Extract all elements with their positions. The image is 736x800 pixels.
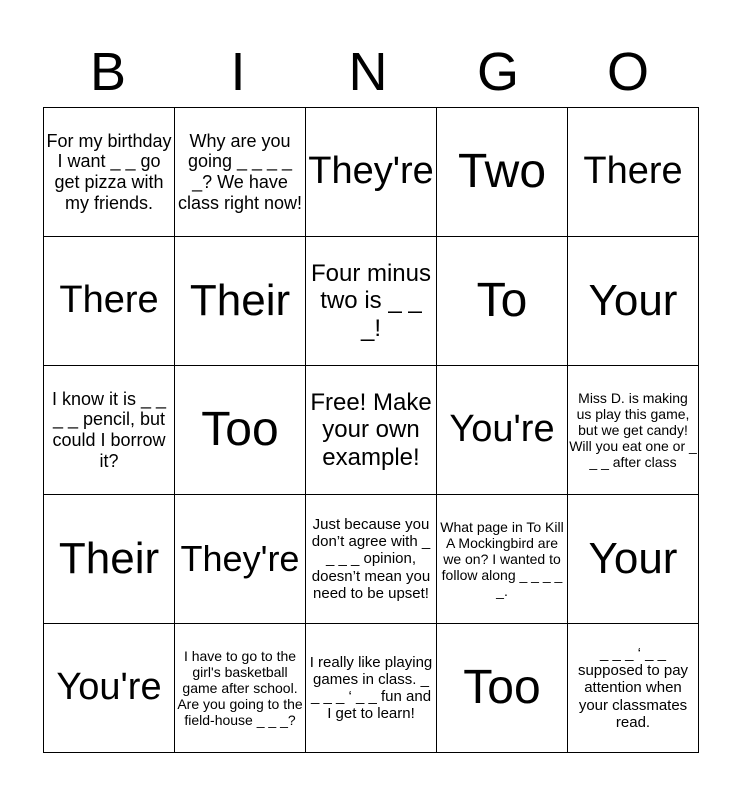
bingo-cell[interactable]: To (437, 237, 568, 366)
header-letter-n: N (348, 42, 388, 102)
grid-row (44, 237, 699, 366)
bingo-cell[interactable]: Two (437, 108, 568, 237)
bingo-cell[interactable]: Their (44, 495, 175, 624)
bingo-cell[interactable]: Your (568, 237, 699, 366)
header-letter-g: G (476, 42, 519, 102)
bingo-cell[interactable]: You're (44, 624, 175, 753)
bingo-grid (43, 107, 699, 753)
bingo-cell[interactable]: You're (437, 366, 568, 495)
bingo-header (43, 40, 693, 104)
bingo-cell[interactable]: Your (568, 495, 699, 624)
bingo-cell[interactable]: I really like playing games in class. _ _ _ _ ‘ _ _ fun and I get to learn! (306, 624, 437, 753)
grid-row (44, 624, 699, 753)
bingo-cell[interactable]: They're (306, 108, 437, 237)
bingo-cell[interactable]: There (44, 237, 175, 366)
grid-row (44, 366, 699, 495)
bingo-cell[interactable]: Miss D. is making us play this game, but we get candy! Will you eat one or _ _ _ after class (568, 366, 699, 495)
header-letter-i: I (230, 42, 246, 102)
bingo-cell[interactable]: Free! Make your own example! (306, 366, 437, 495)
bingo-cell[interactable]: Why are you going _ _ _ _ _? We have class right now! (175, 108, 306, 237)
header-letter-b: B (89, 42, 127, 102)
grid-row (44, 108, 699, 237)
bingo-cell[interactable]: For my birthday I want _ _ go get pizza with my friends. (44, 108, 175, 237)
header-letter-o: O (606, 42, 649, 102)
bingo-cell[interactable]: What page in To Kill A Mockingbird are we on? I wanted to follow along _ _ _ _ _. (437, 495, 568, 624)
bingo-cell[interactable]: There (568, 108, 699, 237)
bingo-cell[interactable]: I have to go to the girl's basketball game after school. Are you going to the field-house _ _ _? (175, 624, 306, 753)
bingo-cell[interactable]: Too (175, 366, 306, 495)
bingo-cell[interactable]: Too (437, 624, 568, 753)
bingo-cell[interactable]: They're (175, 495, 306, 624)
bingo-cell[interactable]: Four minus two is _ _ _! (306, 237, 437, 366)
bingo-cell[interactable]: Their (175, 237, 306, 366)
grid-row (44, 495, 699, 624)
bingo-cell[interactable]: Just because you don’t agree with _ _ _ _ opinion, doesn’t mean you need to be upset! (306, 495, 437, 624)
bingo-cell[interactable]: _ _ _ ‘ _ _ supposed to pay attention when your classmates read. (568, 624, 699, 753)
bingo-cell[interactable]: I know it is _ _ _ _ pencil, but could I borrow it? (44, 366, 175, 495)
